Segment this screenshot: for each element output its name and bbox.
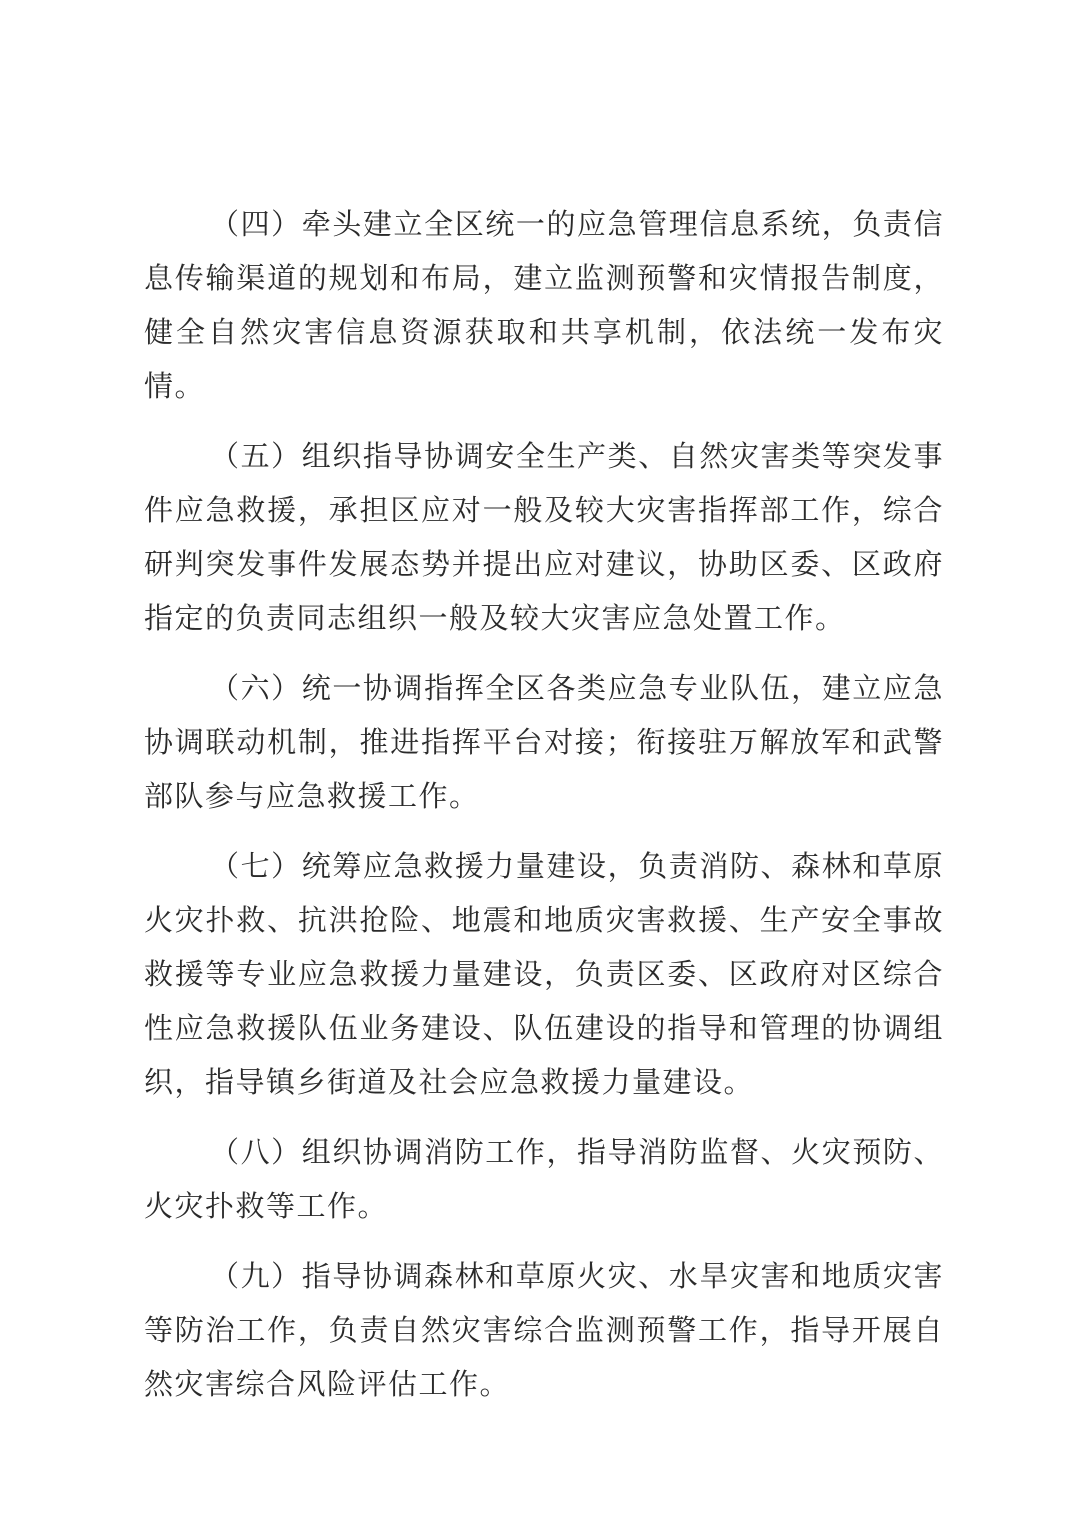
paragraph-7: （七）统筹应急救援力量建设，负责消防、森林和草原火灾扑救、抗洪抢险、地震和地质灾害救援、生产安全事故救援等专业应急救援力量建设，负责区委、区政府对区综合性应急救援队伍业务建设、队伍建设的指导和管理的协调组织，指导镇乡街道及社会应急救援力量建设。 [144, 849, 944, 1099]
paragraph-4: （四）牵头建立全区统一的应急管理信息系统，负责信息传输渠道的规划和布局，建立监测预警和灾情报告制度，健全自然灾害信息资源获取和共享机制，依法统一发布灾情。 [144, 207, 944, 403]
paragraph-9: （九）指导协调森林和草原火灾、水旱灾害和地质灾害等防治工作，负责自然灾害综合监测预警工作，指导开展自然灾害综合风险评估工作。 [144, 1259, 944, 1401]
paragraph-5: （五）组织指导协调安全生产类、自然灾害类等突发事件应急救援，承担区应对一般及较大灾害指挥部工作，综合研判突发事件发展态势并提出应对建议，协助区委、区政府指定的负责同志组织一般及较大灾害应急处置工作。 [144, 439, 944, 635]
paragraph-8: （八）组织协调消防工作，指导消防监督、火灾预防、火灾扑救等工作。 [144, 1135, 944, 1223]
paragraph-6: （六）统一协调指挥全区各类应急专业队伍，建立应急协调联动机制，推进指挥平台对接；衔接驻万解放军和武警部队参与应急救援工作。 [144, 671, 944, 813]
document-body [144, 197, 944, 1427]
